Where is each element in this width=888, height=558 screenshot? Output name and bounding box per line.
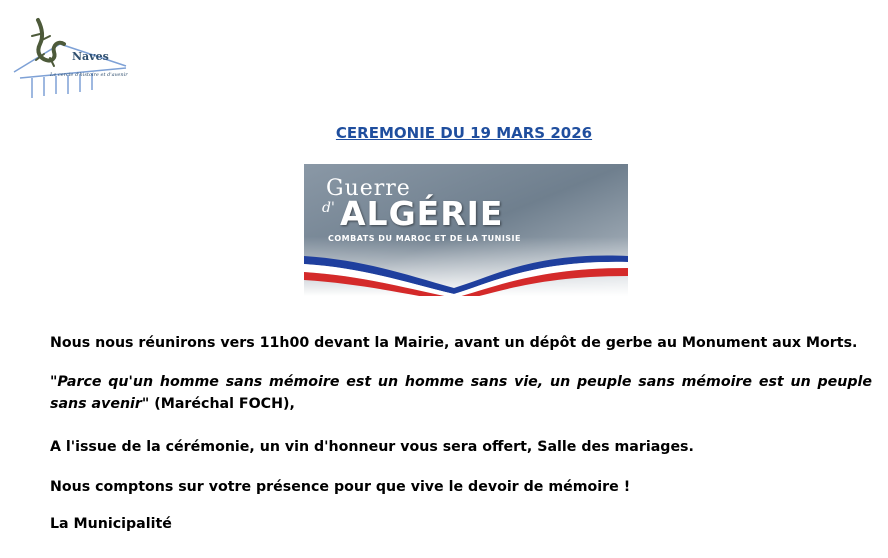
paragraph-3: A l'issue de la cérémonie, un vin d'honneur vous sera offert, Salle des mariages. xyxy=(50,439,694,455)
banner-line4: COMBATS DU MAROC ET DE LA TUNISIE xyxy=(328,234,521,243)
logo-name: Naves xyxy=(72,50,109,63)
banner-line3: ALGÉRIE xyxy=(340,194,504,233)
paragraph-2 xyxy=(50,371,872,415)
banner-image xyxy=(304,164,628,296)
banner-line1: Guerre xyxy=(326,176,411,201)
lizard-icon xyxy=(10,14,130,100)
page-title: CEREMONIE DU 19 MARS 2026 xyxy=(335,124,593,142)
banner-line2: d' xyxy=(322,200,335,216)
signature: La Municipalité xyxy=(50,516,172,532)
foch-quote: "Parce qu'un homme sans mémoire est un homme sans vie, un peuple sans mémoire est un peuple sans avenir" xyxy=(50,374,872,412)
paragraph-1: Nous nous réunirons vers 11h00 devant la Mairie, avant un dépôt de gerbe au Monument aux Morts. xyxy=(50,335,858,351)
logo-subtitle: Le cercle d'histoire et d'avenir xyxy=(50,72,128,78)
logo xyxy=(10,14,130,100)
paragraph-4: Nous comptons sur votre présence pour que vive le devoir de mémoire ! xyxy=(50,479,631,495)
foch-author: (Maréchal FOCH), xyxy=(149,396,295,412)
